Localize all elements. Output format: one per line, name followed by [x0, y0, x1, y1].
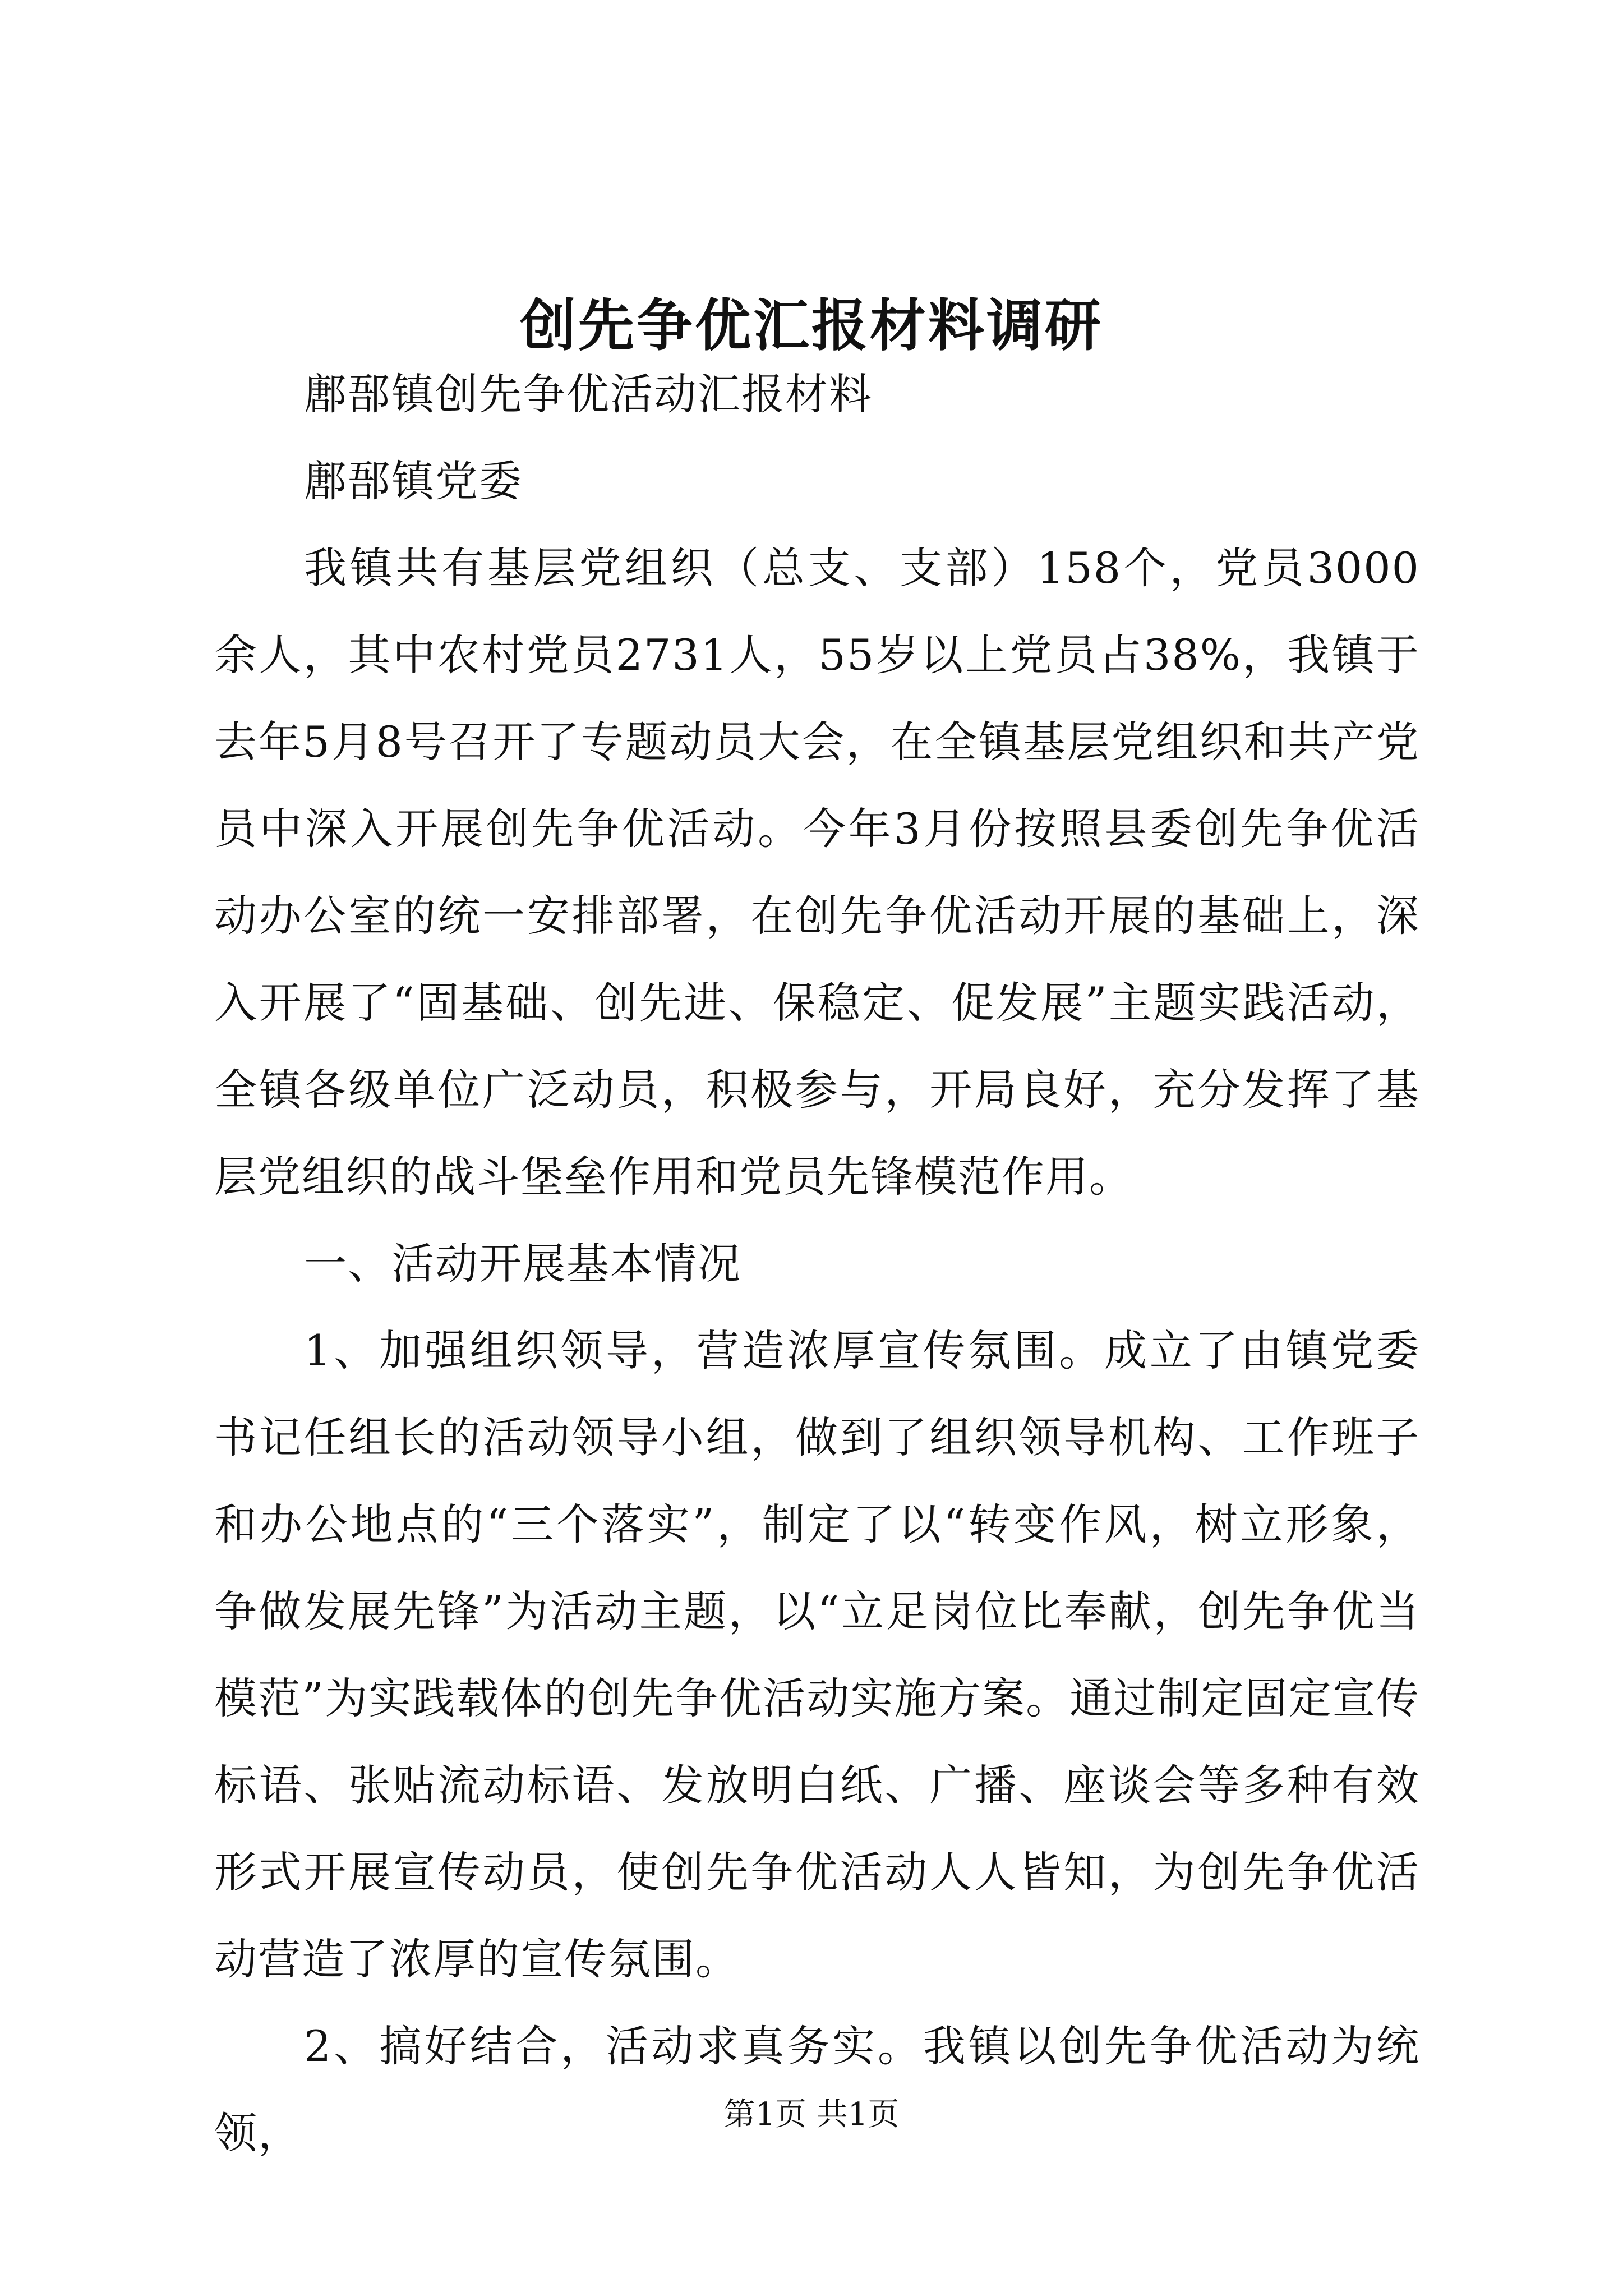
author-paragraph: 鄌郚镇党委 [304, 456, 523, 506]
item-2-paragraph: 2、搞好结合，活动求真务实。我镇以创先争优活动为统领， [214, 2021, 1420, 2158]
document-body [214, 351, 1420, 2177]
page-footer: 第1页 共1页 [723, 2096, 900, 2133]
item-1-paragraph: 1、加强组织领导，营造浓厚宣传氛围。成立了由镇党委书记任组长的活动领导小组，做到了组织领导机构、工作班子和办公地点的“三个落实”，制定了以“转变作风，树立形象，争做发展先锋”为活动主题，以“立足岗位比奉献，创先争优当模范”为实践载体的创先争优活动实施方案。通过制定固定宣传标语、张贴流动标语、发放明白纸、广播、座谈会等多种有效形式开展宣传动员，使创先争优活动人人皆知，为创先争优活动营造了浓厚的宣传氛围。 [214, 1326, 1420, 1984]
section-heading: 一、活动开展基本情况 [304, 1239, 741, 1289]
subtitle-paragraph: 鄌郚镇创先争优活动汇报材料 [304, 369, 873, 419]
intro-paragraph: 我镇共有基层党组织（总支、支部）158个，党员3000余人，其中农村党员2731人，55岁以上党员占38%，我镇于去年5月8号召开了专题动员大会，在全镇基层党组织和共产党员中深入开展创先争优活动。今年3月份按照县委创先争优活动办公室的统一安排部署，在创先争优活动开展的基础上，深入开展了“固基础、创先进、保稳定、促发展”主题实践活动，全镇各级单位广泛动员，积极参与，开局良好，充分发挥了基层党组织的战斗堡垒作用和党员先锋模范作用。 [214, 543, 1420, 1202]
document-title: 创先争优汇报材料调研 [520, 292, 1103, 358]
